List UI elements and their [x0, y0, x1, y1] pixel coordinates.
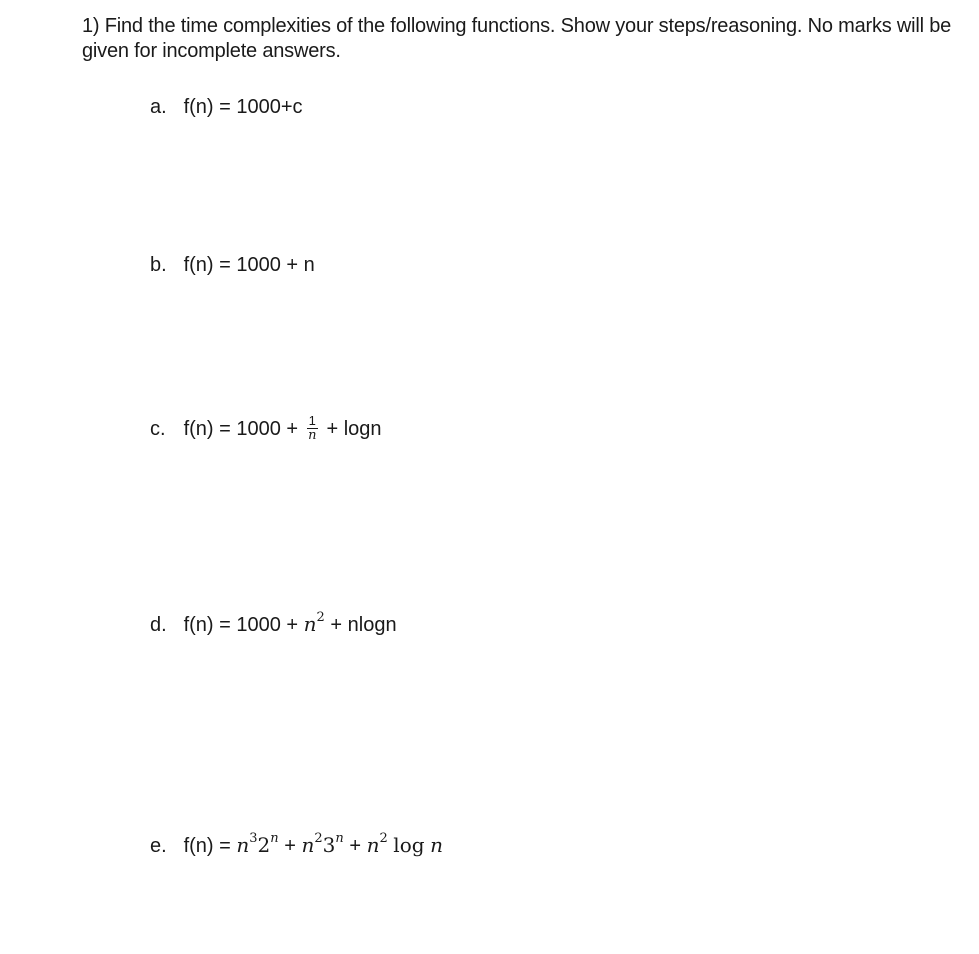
plus-sign: + [349, 835, 361, 857]
log-argument: n [430, 833, 443, 857]
item-letter: a. [150, 96, 167, 118]
term1-base: n [236, 833, 250, 857]
plus-sign: + [284, 835, 296, 857]
item-letter: e. [150, 835, 167, 857]
term2-exp2: n [335, 831, 344, 847]
item-e [150, 832, 443, 859]
term2-exp: 2 [314, 831, 323, 847]
item-letter: d. [150, 614, 167, 636]
fraction [307, 414, 318, 443]
log-operator: log [393, 833, 425, 857]
item-d-prefix: f(n) = 1000 + [183, 614, 299, 636]
fraction-denominator: n [308, 428, 317, 443]
term1-base2: 2 [257, 833, 271, 857]
term3-exp: 2 [379, 831, 388, 847]
exponent: 2 [316, 610, 325, 626]
term1-exp2: n [270, 831, 279, 847]
question-text: 1) Find the time complexities of the following functions. Show your steps/reasoning. No marks will be given for incomplete answers. [82, 15, 952, 62]
item-b-expression: f(n) = 1000 + n [183, 254, 315, 276]
term1-exp: 3 [249, 831, 258, 847]
item-letter: c. [150, 417, 166, 440]
item-a [150, 94, 303, 120]
fraction-numerator: 1 [308, 413, 316, 428]
n-variable: n [303, 612, 317, 636]
term2-base: n [301, 833, 315, 857]
term3-base: n [366, 833, 380, 857]
item-a-expression: f(n) = 1000+c [183, 96, 303, 118]
item-e-prefix: f(n) = [183, 835, 231, 857]
item-d-suffix: + nlogn [330, 614, 397, 636]
term2-base2: 3 [322, 833, 336, 857]
item-c [150, 415, 382, 444]
item-b [150, 252, 315, 278]
item-letter: b. [150, 254, 167, 276]
item-d [150, 611, 397, 638]
item-c-suffix: + logn [326, 417, 382, 440]
item-c-prefix: f(n) = 1000 + [183, 417, 299, 440]
